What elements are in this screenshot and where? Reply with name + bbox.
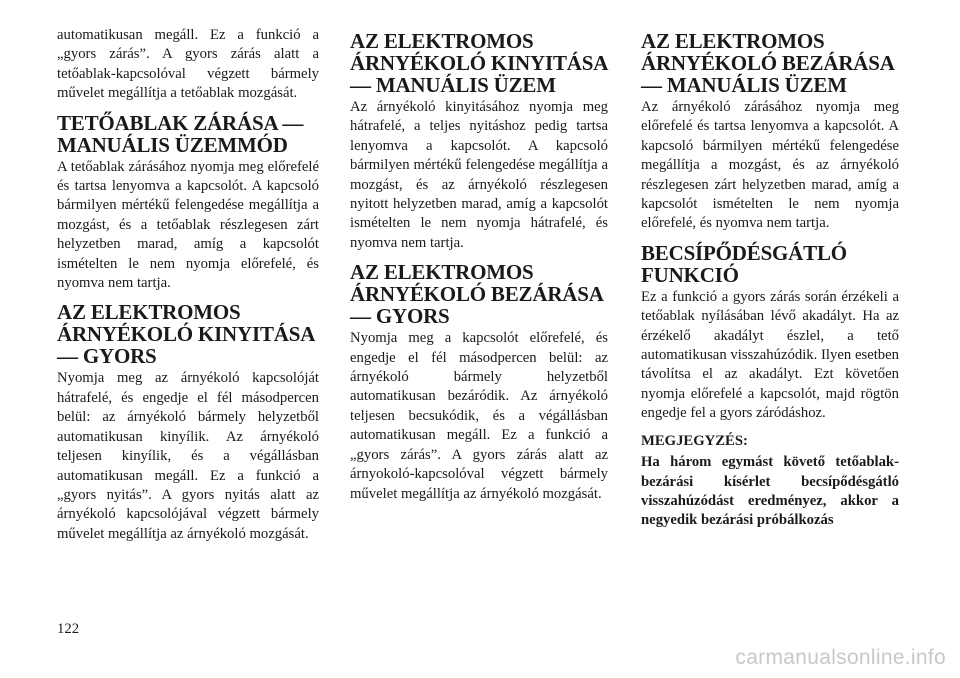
- text-column-right: [641, 26, 899, 539]
- paragraph-shade-close-express: Nyomja meg a kapcsolót előrefelé, és engedje el fél másodpercen belül: az árnyékoló bármely helyzetből automatikusan bezáródik. Az árnyékoló teljesen becsukódik, és a végállásban automatikusan megáll. Ez a funkció a „gyors zárás”. A gyors zárás alatt az árnyokoló-kapcsolóval végzett bármely művelet megállítja az árnyékoló mozgását.: [350, 330, 608, 502]
- heading-sunroof-close-manual: TETŐABLAK ZÁRÁSA — MANUÁLIS ÜZEMMÓD: [57, 110, 304, 157]
- paragraph-sunroof-close-manual: A tetőablak zárásához nyomja meg előrefelé és tartsa lenyomva a kapcsolót. A kapcsoló bármilyen mértékű felengedése megállítja a mozgást, és a tetőablak részlegesen zárt helyzetben marad, amíg a kapcsolót ismételten le nem nyomja előrefelé, és nyomva nem tartja.: [57, 158, 319, 292]
- heading-shade-close-manual: AZ ELEKTROMOS ÁRNYÉKOLÓ BEZÁRÁSA — MANUÁLIS ÜZEM: [641, 29, 894, 97]
- paragraph-shade-close-manual: Az árnyékoló zárásához nyomja meg előrefelé és tartsa lenyomva a kapcsolót. A kapcsoló bármilyen mértékű felengedése megállítja a mozgást, és az árnyékoló részlegesen zárt helyzetben marad, amíg a kapcsolót ismételten le nem nyomja előrefelé, és nyomva nem tartja.: [641, 99, 899, 232]
- text-column-left: [57, 26, 319, 552]
- note-title: MEGJEGYZÉS:: [641, 432, 748, 449]
- paragraph-shade-open-express: Nyomja meg az árnyékoló kapcsolóját hátrafelé, és engedje el fél másodpercen belül: az árnyékoló bármely helyzetből automatikusan kinyílik. Az árnyékoló teljesen kinyílik, és a végállásban automatikusan megáll. Ez a funkció a „gyors nyitás”. A gyors nyitás alatt az árnyékoló kapcsolójával végzett bármely művelet megállítja az árnyékoló mozgását.: [57, 370, 319, 542]
- paragraph-shade-open-manual: Az árnyékoló kinyitásához nyomja meg hátrafelé, a teljes nyitáshoz pedig tartsa lenyomva a kapcsolót. A kapcsoló bármilyen mértékű felengedése megállítja a mozgást, és az árnyékoló részlegesen nyitott helyzetben marad, amíg a kapcsolót ismételten le nem nyomja hátrafelé, és nyomva nem tartja.: [350, 99, 608, 251]
- heading-shade-open-express: AZ ELEKTROMOS ÁRNYÉKOLÓ KINYITÁSA — GYORS: [57, 300, 314, 369]
- text-column-middle: [350, 26, 608, 512]
- page-number: 122: [57, 621, 80, 637]
- watermark-text: carmanualsonline.info: [735, 646, 946, 669]
- paragraph-pinch-protect: Ez a funkció a gyors zárás során érzékeli a tetőablak nyílásában lévő akadályt. Ha az érzékelő akadályt észlel, a tető automatikusan visszahúzódik. Ilyen esetben távolítsa el az akadályt. Ezt követően nyomja előrefelé a kapcsolót, majd rögtön engedje fel a gyors záródáshoz.: [641, 288, 899, 422]
- note-body: Ha három egymást követő tetőablak-bezárási kísérlet becsípődésgátló visszahúzódást eredményez, akkor a negyedik bezárási próbálkozás: [641, 454, 899, 529]
- heading-shade-close-express: AZ ELEKTROMOS ÁRNYÉKOLÓ BEZÁRÁSA — GYORS: [350, 260, 603, 329]
- paragraph-intro: automatikusan megáll. Ez a funkció a „gyors zárás”. A gyors zárás alatt a tetőablak-kapcsolóval végzett bármely művelet megállítja a tetőablak mozgását.: [57, 27, 319, 102]
- heading-pinch-protect: BECSÍPŐDÉSGÁTLÓ FUNKCIÓ: [641, 240, 847, 287]
- heading-shade-open-manual: AZ ELEKTROMOS ÁRNYÉKOLÓ KINYITÁSA — MANUÁLIS ÜZEM: [350, 29, 607, 97]
